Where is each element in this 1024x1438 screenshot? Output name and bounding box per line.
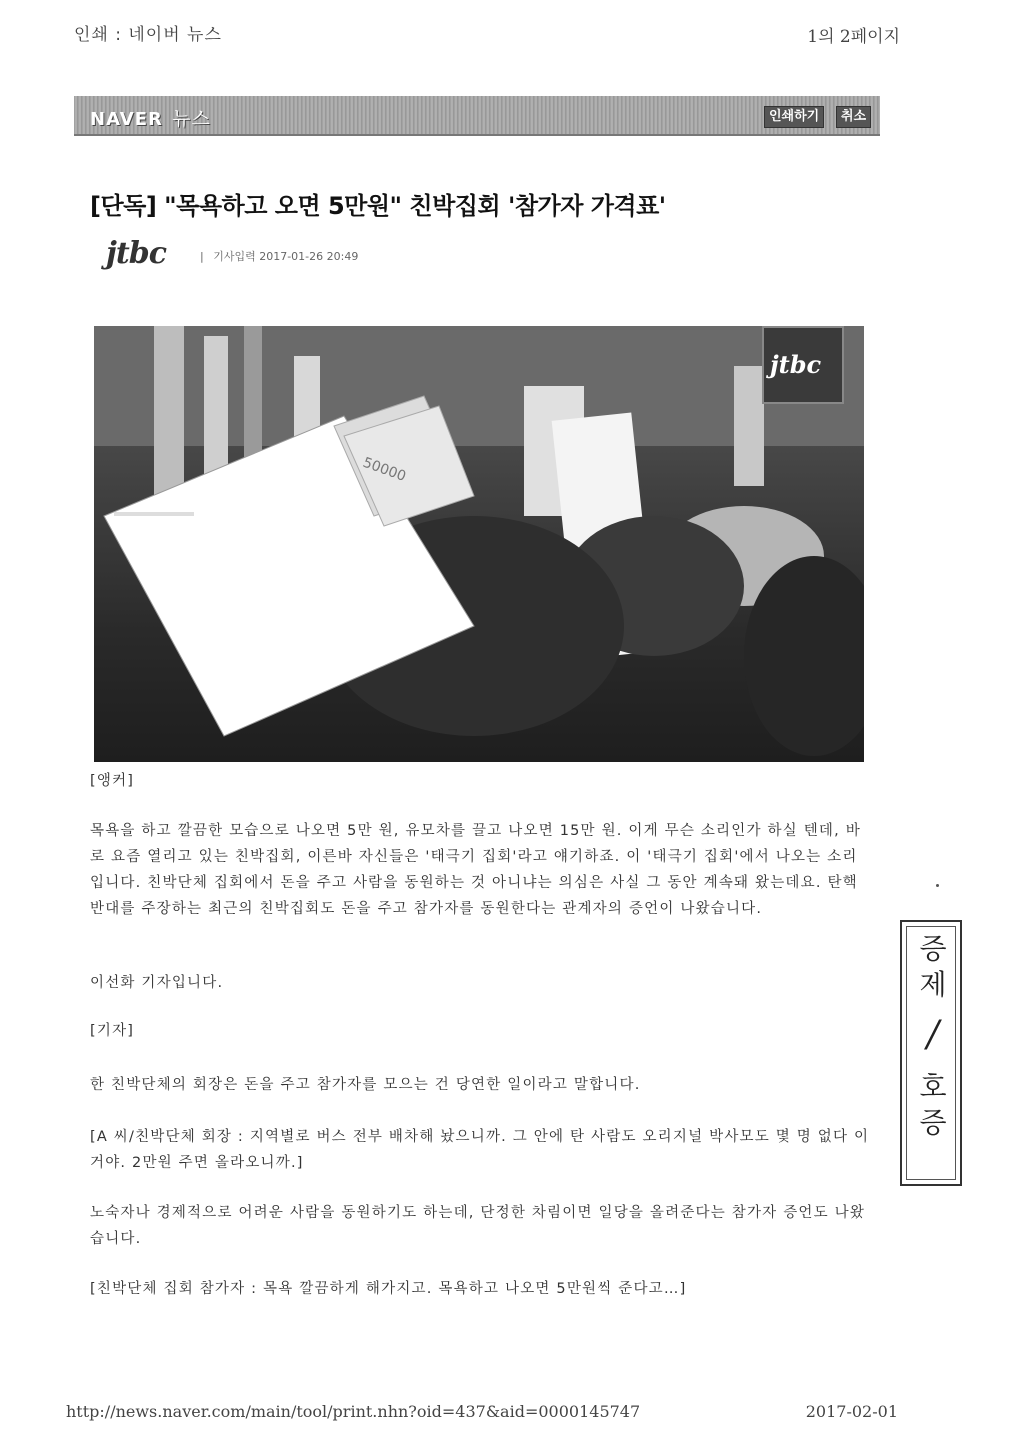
paragraph-anchor: [앵커] (90, 773, 135, 789)
naver-logo-news: 뉴스 (172, 108, 211, 130)
cancel-button[interactable]: 취소 (836, 106, 871, 128)
svg-text:50000: 50000 (360, 454, 408, 485)
footer-url: http://news.naver.com/main/tool/print.nhn?oid=437&aid=0000145747 (66, 1402, 641, 1421)
scan-speck (936, 884, 939, 887)
paragraph-lead: 목욕을 하고 깔끔한 모습으로 나오면 5만 원, 유모차를 끌고 나오면 15만 원. 이게 무슨 소리인가 하실 텐데, 바로 요즘 열리고 있는 친박집회, 이른바 자신들은 '태극기 집회'라고 얘기하죠. 이 '태극기 집회'에서 나오는 소리입니다. 친박단체 집회에서 돈을 주고 사람을 동원하는 것 아니냐는 의심은 사실 그 동안 계속돼 왔는데요. 탄핵 반대를 주장하는 최근의 친박집회도 돈을 주고 참가자를 동원한다는 관계자의 증언이 나왔습니다. (90, 823, 861, 917)
print-button[interactable]: 인쇄하기 (764, 106, 824, 128)
evidence-stamp (900, 920, 962, 1186)
naver-logo (90, 104, 211, 131)
paragraph-reporter: 이선화 기자입니다. (90, 975, 224, 991)
article-date-text: 기사입력 2017-01-26 20:49 (213, 250, 359, 263)
paragraph-q4: [친박단체 집회 참가자 : 목욕 깔끔하게 해가지고. 목욕하고 나오면 5만원씩 준다고…] (90, 1281, 687, 1297)
article-photo (94, 326, 864, 762)
jtbc-source-logo: jtbc (106, 236, 166, 271)
print-header-title: 인쇄 : 네이버 뉴스 (74, 25, 222, 45)
naver-logo-text: NAVER (90, 109, 163, 130)
paragraph-q2: [A 씨/친박단체 회장 : 지역별로 버스 전부 배차해 놨으니까. 그 안에 탄 사람도 오리지널 박사모도 몇 명 없다 이거야. 2만원 주면 올라오니까.] (90, 1129, 870, 1171)
naver-news-bar (74, 96, 880, 136)
jtbc-badge-text: jtbc (770, 350, 822, 379)
article-headline: [단독] "목욕하고 오면 5만원" 친박집회 '참가자 가격표' (90, 192, 666, 220)
footer-date: 2017-02-01 (805, 1402, 898, 1421)
stamp-char-5: 증 (919, 1106, 947, 1139)
paragraph-q3: 노숙자나 경제적으로 어려운 사람을 동원하기도 하는데, 단정한 차림이면 일당을 올려준다는 참가자 증언도 나왔습니다. (90, 1205, 866, 1247)
paragraph-q1: 한 친박단체의 회장은 돈을 주고 참가자를 모으는 건 당연한 일이라고 말합니다. (90, 1077, 641, 1093)
paragraph-gija: [기자] (90, 1023, 135, 1039)
print-page-number: 1의 2페이지 (807, 27, 900, 47)
photo-illustration (94, 326, 864, 762)
jtbc-badge (762, 326, 844, 404)
stamp-char-1: 증 (919, 932, 947, 965)
article-date (200, 248, 358, 264)
stamp-char-4: 호 (919, 1070, 947, 1103)
date-separator: | (200, 250, 204, 263)
stamp-char-2: 제 (919, 968, 947, 1001)
stamp-char-3: / (926, 1014, 940, 1055)
